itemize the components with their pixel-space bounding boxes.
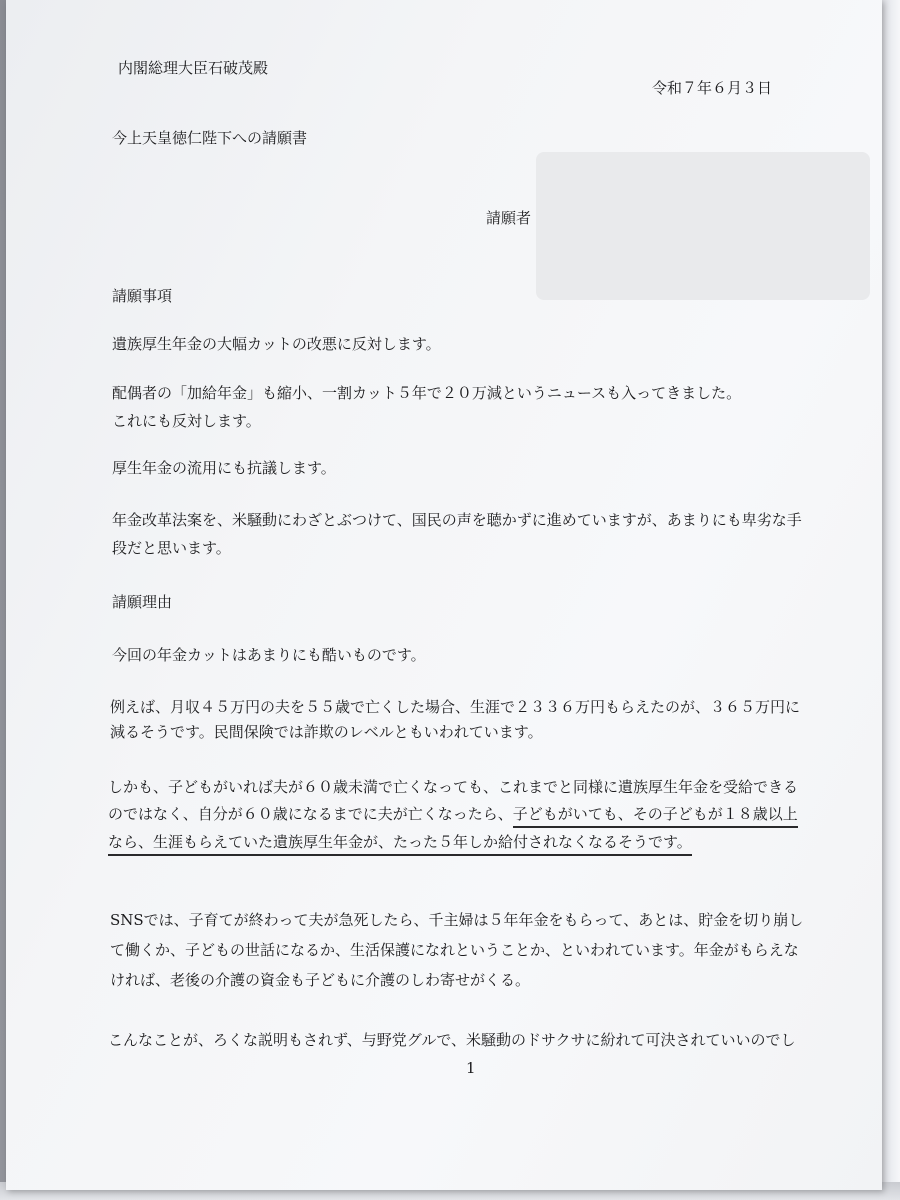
reason-3-line-3: [108, 832, 692, 852]
item-2-line-2: これにも反対します。: [112, 412, 261, 430]
reason-3-line-2-underlined: 子どもがいても、その子どもが１８歳以上: [513, 805, 798, 828]
item-4-line-2: 段だと思います。: [112, 539, 231, 557]
reason-3-line-2-plain: のではなく、自分が６０歳になるまでに夫が亡くなったら、: [108, 805, 513, 823]
item-4-line-1: 年金改革法案を、米騒動にわざとぶつけて、国民の声を聴かずに進めていますが、あまりにも卑劣な手: [112, 511, 802, 529]
reason-2-line-1: 例えば、月収４５万円の夫を５５歳で亡くした場合、生涯で２３３６万円もらえたのが、３６５万円に: [110, 698, 801, 716]
reason-2-line-2: 減るそうです。民間保険では詐欺のレベルともいわれています。: [110, 723, 543, 741]
reason-4-line-3: ければ、老後の介護の資金も子どもに介護のしわ寄せがくる。: [110, 971, 531, 989]
petitioner-label: 請願者: [486, 209, 532, 227]
document-subject: 今上天皇徳仁陛下への請願書: [112, 129, 308, 147]
page-number: 1: [466, 1059, 476, 1077]
heading-petition-items: 請願事項: [112, 287, 173, 305]
reason-5-line-1: こんなことが、ろくな説明もされず、与野党グルで、米騒動のドサクサに紛れて可決されていいのでし: [108, 1031, 796, 1049]
reason-4-line-1: SNSでは、子育てが終わって夫が急死したら、千主婦は５年年金をもらって、あとは、貯金を切り崩し: [110, 911, 804, 929]
document-date: 令和７年６月３日: [652, 79, 773, 97]
item-3: 厚生年金の流用にも抗議します。: [112, 459, 336, 477]
addressee: 内閣総理大臣石破茂殿: [118, 59, 269, 77]
underlying-sheet-edge: [880, 0, 900, 1200]
reason-3-line-2: [108, 804, 798, 824]
reason-3-line-1: しかも、子どもがいれば夫が６０歳未満で亡くなっても、これまでと同様に遺族厚生年金を受給できる: [108, 778, 799, 796]
item-1: 遺族厚生年金の大幅カットの改悪に反対します。: [112, 335, 441, 353]
redaction-box: [536, 152, 870, 300]
reason-4-line-2: て働くか、子どもの世話になるか、生活保護になれということか、といわれています。年金がもらえな: [110, 941, 799, 959]
reason-3-line-3-underlined: なら、生涯もらえていた遺族厚生年金が、たった５年しか給付されなくなるそうです。: [108, 833, 692, 856]
heading-petition-reasons: 請願理由: [112, 593, 173, 611]
reason-1: 今回の年金カットはあまりにも酷いものです。: [112, 646, 426, 664]
document-page: [6, 0, 882, 1190]
item-2-line-1: 配偶者の「加給年金」も縮小、一割カット５年で２０万減というニュースも入ってきました。: [112, 384, 742, 402]
